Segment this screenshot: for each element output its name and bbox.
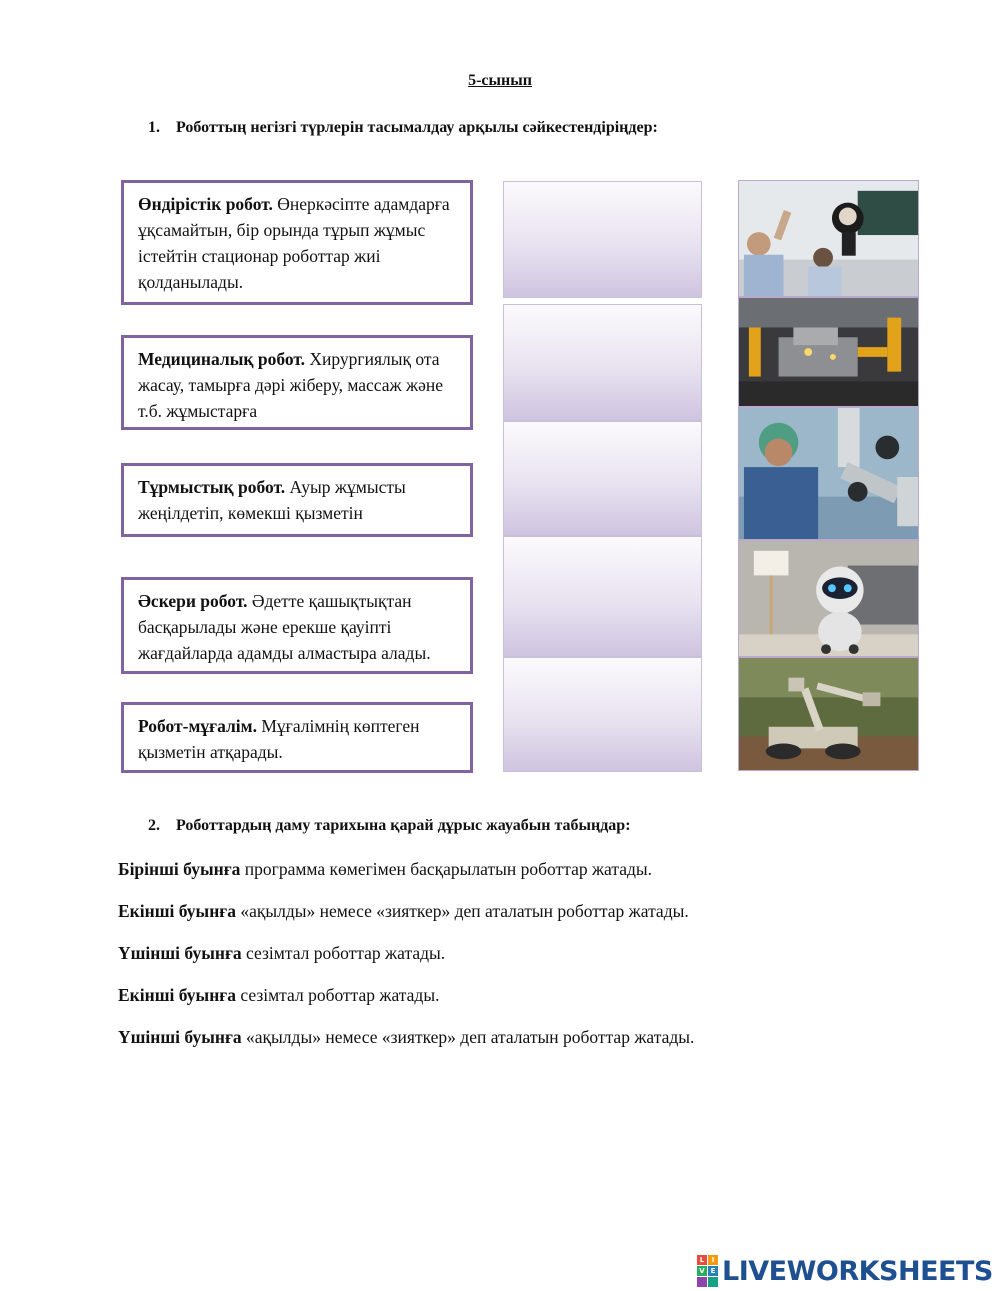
robot-description-box (121, 180, 473, 305)
military-robot-photo[interactable] (738, 657, 919, 771)
robot-description-box (121, 702, 473, 773)
generation-text: сезімтал роботтар жатады. (236, 985, 440, 1005)
medical-robot-photo[interactable] (738, 407, 919, 540)
industrial-robot-photo[interactable] (738, 297, 919, 407)
logo-mark-letter: E (708, 1266, 718, 1276)
generation-statement[interactable] (118, 1027, 694, 1048)
generation-text: программа көмегімен басқарылатын роботтар жатады. (240, 859, 653, 879)
question-2-number: 2. (148, 817, 160, 834)
page-title: 5-сынып (468, 72, 532, 89)
generation-statement[interactable] (118, 943, 445, 964)
logo-mark-letter: V (697, 1266, 707, 1276)
generation-text: «ақылды» немесе «зияткер» деп аталатын роботтар жатады. (241, 1027, 695, 1047)
question-2-text: Роботтардың даму тарихына қарай дұрыс жауабын табыңдар: (176, 817, 631, 834)
generation-text: «ақылды» немесе «зияткер» деп аталатын роботтар жатады. (236, 901, 689, 921)
logo-mark-icon (697, 1255, 718, 1287)
question-2 (148, 817, 631, 835)
generation-statement[interactable] (118, 985, 439, 1006)
logo-mark-letter: I (708, 1255, 718, 1265)
robot-name: Әскери робот. (138, 591, 248, 611)
question-1-text: Роботтың негізгі түрлерін тасымалдау арқылы сәйкестендіріңдер: (176, 119, 658, 136)
robot-description-box (121, 463, 473, 537)
generation-label: Екінші буынға (118, 901, 236, 921)
logo-text: LIVEWORKSHEETS (722, 1255, 993, 1287)
robot-teacher-photo[interactable] (738, 180, 919, 297)
household-robot-photo[interactable] (738, 540, 919, 657)
robot-description: Ауыр жұмысты жеңілдетіп, көмекші қызметін (138, 477, 406, 523)
question-1 (148, 119, 658, 137)
robot-description: Өнеркәсіпте адамдарға ұқсамайтын, бір орында тұрып жұмыс істейтін стационар роботтар жиі қолданылады. (138, 194, 450, 292)
answer-drop-slot-1[interactable] (503, 181, 702, 298)
robot-description: Хирургиялық ота жасау, тамырға дәрі жіберу, массаж және т.б. жұмыстарға (138, 349, 444, 421)
answer-drop-slot-3[interactable] (503, 421, 702, 536)
generation-label: Үшінші буынға (118, 943, 242, 963)
answer-drop-slot-5[interactable] (503, 657, 702, 772)
robot-description: Мұғалімнің көптеген қызметін атқарады. (138, 716, 420, 762)
robot-description-box (121, 335, 473, 430)
answer-drop-slot-2[interactable] (503, 304, 702, 421)
generation-text: сезімтал роботтар жатады. (241, 943, 446, 963)
liveworksheets-logo (697, 1256, 993, 1286)
logo-mark-letter (708, 1277, 718, 1287)
generation-label: Үшінші буынға (118, 1027, 242, 1047)
logo-mark-letter (697, 1277, 707, 1287)
generation-statement[interactable] (118, 859, 652, 880)
robot-name: Медициналық робот. (138, 349, 306, 369)
robot-description: Әдетте қашықтықтан басқарылады және ерекше қауіпті жағдайларда адамды алмастыра алады. (138, 591, 431, 663)
logo-mark-letter: L (697, 1255, 707, 1265)
generation-label: Бірінші буынға (118, 859, 241, 879)
robot-description-box (121, 577, 473, 674)
answer-drop-slot-4[interactable] (503, 536, 702, 657)
generation-label: Екінші буынға (118, 985, 236, 1005)
generation-statement[interactable] (118, 901, 689, 922)
robot-name: Өндірістік робот. (138, 194, 273, 214)
robot-name: Робот-мұғалім. (138, 716, 257, 736)
robot-name: Тұрмыстық робот. (138, 477, 286, 497)
question-1-number: 1. (148, 119, 160, 136)
